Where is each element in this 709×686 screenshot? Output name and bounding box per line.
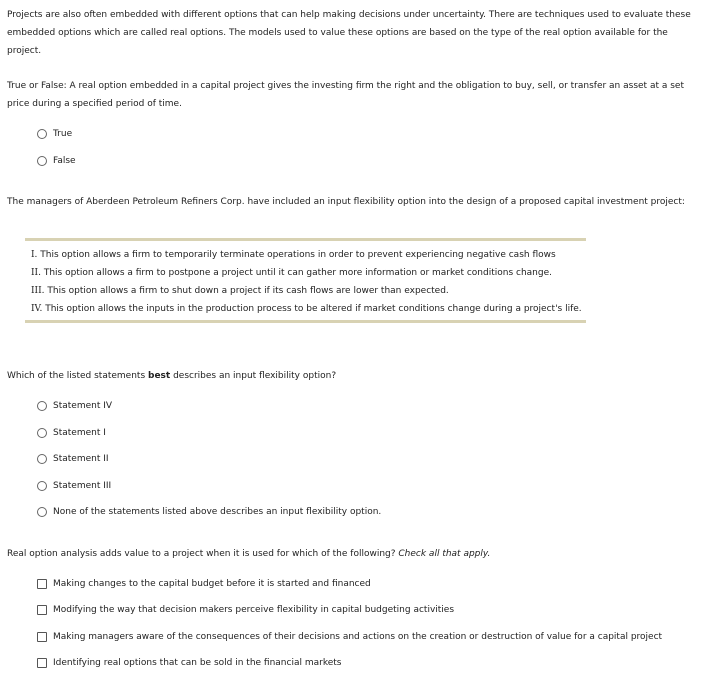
q2-option-1[interactable] (37, 399, 112, 413)
option-label: Identifying real options that can be sold in the financial markets (53, 658, 342, 668)
q1-prompt: True or False: A real option embedded in a capital project gives the investing firm the right and the obligation to buy, sell, or transfer an asset at a set price during a specified period of time. (7, 81, 684, 109)
q3-option-1[interactable] (37, 577, 371, 591)
statement-3 (31, 286, 449, 296)
q2-option-2[interactable] (37, 426, 106, 440)
radio-button[interactable] (37, 156, 47, 166)
option-label: Statement IV (53, 401, 113, 411)
checkbox[interactable] (37, 605, 47, 615)
statements-box (25, 238, 586, 323)
q2-option-4[interactable] (37, 479, 111, 493)
statement-text: This option allows a firm to temporarily terminate operations in order to prevent experiencing negative cash flows (40, 250, 556, 260)
radio-button[interactable] (37, 481, 47, 491)
statement-text: This option allows a firm to shut down a project if its cash flows are lower than expected. (47, 286, 449, 296)
checkbox[interactable] (37, 632, 47, 642)
radio-button[interactable] (37, 428, 47, 438)
q2-prompt-end: describes an input flexibility option? (170, 371, 337, 381)
radio-button[interactable] (37, 454, 47, 464)
q2-context: The managers of Aberdeen Petroleum Refiners Corp. have included an input flexibility option into the design of a proposed capital investment project: (7, 197, 685, 207)
q3-option-4[interactable] (37, 656, 341, 670)
statement-number: I. (31, 250, 38, 260)
q3-prompt-text: Real option analysis adds value to a project when it is used for which of the following? (7, 549, 399, 559)
statement-number: II. (31, 268, 41, 278)
option-label: Statement III (53, 481, 112, 491)
radio-button[interactable] (37, 507, 47, 517)
q3-prompt-instruction: Check all that apply. (398, 549, 491, 559)
option-label: Modifying the way that decision makers perceive flexibility in capital budgeting activities (53, 605, 455, 615)
q1-option-false[interactable] (37, 154, 76, 168)
q2-prompt-bold: best (148, 371, 171, 381)
option-label: False (53, 156, 76, 166)
statement-number: IV. (31, 304, 43, 314)
radio-button[interactable] (37, 401, 47, 411)
statement-4 (31, 304, 582, 314)
option-label: Making managers aware of the consequences of their decisions and actions on the creation or destruction of value for a capital project (53, 632, 663, 642)
statement-number: III. (31, 286, 45, 296)
checkbox[interactable] (37, 658, 47, 668)
option-label: Statement II (53, 454, 109, 464)
statement-text: This option allows the inputs in the production process to be altered if market conditions change during a project's life. (45, 304, 582, 314)
statement-1 (31, 250, 556, 260)
intro-paragraph: Projects are also often embedded with different options that can help making decisions under uncertainty. There are techniques used to evaluate these embedded options which are called real options. The models used to value these options are based on the type of the real option available for the project. (7, 10, 691, 56)
checkbox[interactable] (37, 579, 47, 589)
q3-option-3[interactable] (37, 630, 662, 644)
radio-button[interactable] (37, 129, 47, 139)
q2-option-5[interactable] (37, 505, 381, 519)
q2-option-3[interactable] (37, 452, 109, 466)
q3-option-2[interactable] (37, 603, 454, 617)
statement-text: This option allows a firm to postpone a project until it can gather more information or market conditions change. (43, 268, 552, 278)
statement-2 (31, 268, 552, 278)
q2-prompt (7, 367, 702, 385)
option-label: True (53, 129, 73, 139)
option-label: Statement I (53, 428, 106, 438)
option-label: Making changes to the capital budget before it is started and financed (53, 579, 371, 589)
q2-prompt-start: Which of the listed statements (7, 371, 148, 381)
q1-option-true[interactable] (37, 127, 72, 141)
q3-prompt (7, 545, 702, 563)
option-label: None of the statements listed above describes an input flexibility option. (53, 507, 382, 517)
